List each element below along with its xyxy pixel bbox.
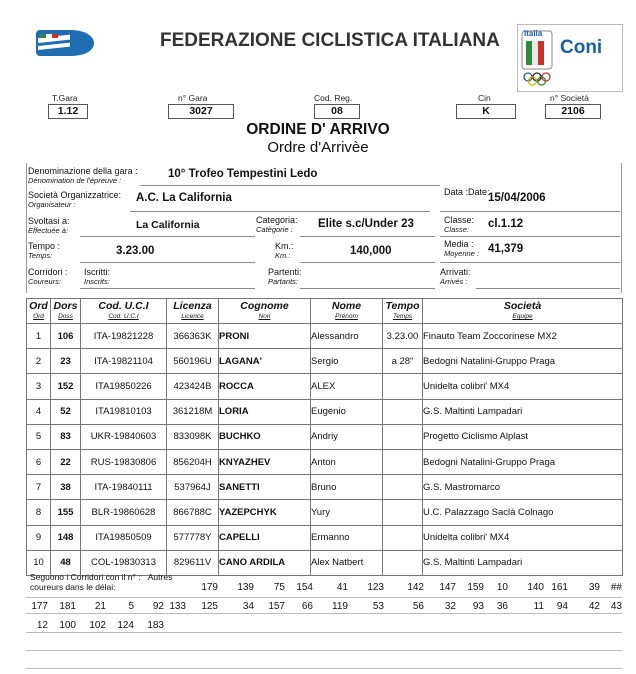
place-label: Svoltasi a: Effectuée à: — [28, 216, 70, 235]
footer-number: 124 — [117, 620, 134, 631]
cell-nome: Anton — [311, 449, 383, 474]
cell-dors: 148 — [51, 525, 81, 550]
col-dors: Dors Doss — [51, 299, 81, 324]
footer-number: 21 — [94, 601, 106, 612]
cell-dors: 48 — [51, 550, 81, 575]
footer-number: 125 — [201, 601, 218, 612]
footer-number: 183 — [147, 620, 164, 631]
results-table — [26, 298, 623, 576]
cell-cognome: KNYAZHEV — [219, 449, 311, 474]
footer-number: 94 — [556, 601, 568, 612]
cell-tempo — [383, 449, 423, 474]
cell-ord: 7 — [27, 475, 51, 500]
cell-societa: Unidelta colibri' MX4 — [423, 525, 623, 550]
footer-number: 43 — [610, 601, 622, 612]
tempo-value: 3.23.00 — [116, 245, 155, 257]
footer-number: 100 — [59, 620, 76, 631]
footer-number: 93 — [472, 601, 484, 612]
cell-ord: 10 — [27, 550, 51, 575]
cat-label: Categoria: Catègorie : — [256, 215, 298, 234]
cell-societa: Finauto Team Zoccorinese MX2 — [423, 324, 623, 349]
table-row — [27, 525, 623, 550]
cell-dors: 38 — [51, 475, 81, 500]
table-row — [27, 449, 623, 474]
coni-italia-text: Italia — [524, 29, 543, 38]
cell-licenza: 537964J — [167, 475, 219, 500]
cell-societa: Unidelta colibri' MX4 — [423, 374, 623, 399]
cell-licenza: 366363K — [167, 324, 219, 349]
fci-logo-icon — [36, 28, 94, 58]
cell-ord: 9 — [27, 525, 51, 550]
media-value: 41,379 — [488, 243, 524, 255]
tgara-label: T.Gara — [52, 93, 78, 103]
footer-number: 140 — [527, 582, 544, 593]
col-societa: Società Equipe — [423, 299, 623, 324]
cell-tempo — [383, 475, 423, 500]
footer-number: 139 — [237, 582, 254, 593]
cell-societa: Progetto Ciclismo Alplast — [423, 424, 623, 449]
cell-tempo: a 28" — [383, 349, 423, 374]
iscr-label: Iscritti: Inscrits: — [84, 267, 110, 286]
cell-licenza: 361218M — [167, 399, 219, 424]
cell-nome: Bruno — [311, 475, 383, 500]
footer-number: ## — [610, 582, 622, 593]
cell-cognome: CANO ARDILA — [219, 550, 311, 575]
cell-dors: 22 — [51, 449, 81, 474]
part-label: Partenti: Partants: — [268, 267, 302, 286]
media-label: Media : Moyenne : — [444, 239, 480, 258]
coni-logo — [517, 24, 623, 92]
cell-uci: ITA19810103 — [81, 399, 167, 424]
cell-ord: 8 — [27, 500, 51, 525]
cell-tempo — [383, 525, 423, 550]
cell-uci: ITA19850226 — [81, 374, 167, 399]
footer-number: 11 — [533, 601, 544, 612]
org-label: Società Organizzatrice: Organisateur : — [28, 190, 122, 209]
footer-number: 36 — [496, 601, 508, 612]
footer-number: 12 — [36, 620, 48, 631]
cell-cognome: LAGANA' — [219, 349, 311, 374]
cell-nome: ALEX — [311, 374, 383, 399]
cell-ord: 3 — [27, 374, 51, 399]
federation-title: FEDERAZIONE CICLISTICA ITALIANA — [160, 30, 500, 51]
coni-text: Coni — [560, 37, 603, 58]
footer-number: 159 — [467, 582, 484, 593]
footer-number: 157 — [268, 601, 285, 612]
data-value: 15/04/2006 — [488, 192, 546, 204]
footer-number: 53 — [372, 601, 384, 612]
cell-dors: 52 — [51, 399, 81, 424]
cell-licenza: 577778Y — [167, 525, 219, 550]
cell-societa: G.S. Mastromarco — [423, 475, 623, 500]
cell-tempo — [383, 424, 423, 449]
footer-number: 39 — [588, 582, 600, 593]
cell-licenza: 833098K — [167, 424, 219, 449]
table-row — [27, 424, 623, 449]
cell-tempo — [383, 374, 423, 399]
footer-number: 75 — [273, 582, 285, 593]
cell-tempo — [383, 399, 423, 424]
cell-uci: UKR-19840603 — [81, 424, 167, 449]
nsocieta-value: 2106 — [545, 104, 601, 119]
cell-uci: ITA-19821104 — [81, 349, 167, 374]
footer-number: 66 — [301, 601, 313, 612]
footer-number: 123 — [367, 582, 384, 593]
col-licenza: Licenza Licence — [167, 299, 219, 324]
cell-ord: 4 — [27, 399, 51, 424]
km-value: 140,000 — [350, 245, 392, 257]
tgara-value: 1.12 — [48, 104, 88, 119]
cell-cognome: LORIA — [219, 399, 311, 424]
org-value: A.C. La California — [136, 192, 232, 204]
table-row — [27, 399, 623, 424]
footer-number: 42 — [588, 601, 600, 612]
cell-ord: 1 — [27, 324, 51, 349]
cell-cognome: YAZEPCHYK — [219, 500, 311, 525]
class-label: Classe: Classe: — [444, 215, 475, 234]
footer-number: 147 — [439, 582, 456, 593]
cell-nome: Andriy — [311, 424, 383, 449]
col-tempo: Tempo Temps — [383, 299, 423, 324]
nsocieta-label: n° Società — [550, 93, 589, 103]
cell-cognome: BUCHKO — [219, 424, 311, 449]
page-subtitle: Ordre d'Arrivèe — [267, 139, 369, 156]
footer-number: 177 — [31, 601, 48, 612]
footer-number: 154 — [296, 582, 313, 593]
cell-tempo: 3.23.00 — [383, 324, 423, 349]
table-row — [27, 500, 623, 525]
cell-licenza: 866788C — [167, 500, 219, 525]
footer-number: 34 — [242, 601, 254, 612]
page-title: ORDINE D' ARRIVO — [246, 121, 390, 138]
cell-licenza: 423424B — [167, 374, 219, 399]
col-nome: Nome Prénom — [311, 299, 383, 324]
col-ord: Ord Ord — [27, 299, 51, 324]
cin-value: K — [456, 104, 516, 119]
cell-cognome: ROCCA — [219, 374, 311, 399]
cell-societa: U.C. Palazzago Saclà Colnago — [423, 500, 623, 525]
denom-label: Denominazione della gara : Dénomination de l'épreuve : — [28, 166, 138, 185]
footer-number: 119 — [332, 601, 348, 612]
cell-societa: G.S. Maltinti Lampadari — [423, 550, 623, 575]
cell-dors: 23 — [51, 349, 81, 374]
cell-ord: 2 — [27, 349, 51, 374]
table-header-row — [27, 299, 623, 324]
cell-nome: Alex Natbert — [311, 550, 383, 575]
footer-number: 142 — [407, 582, 424, 593]
footer-number: 179 — [201, 582, 218, 593]
class-value: cl.1.12 — [488, 218, 524, 230]
footer-number: 56 — [412, 601, 424, 612]
table-row — [27, 475, 623, 500]
table-row — [27, 324, 623, 349]
tempo-label: Tempo : Temps: — [28, 241, 61, 260]
arr-label: Arrivati: Arrivés : — [440, 267, 471, 286]
cell-ord: 5 — [27, 424, 51, 449]
cell-societa: Bedogni Natalini-Gruppo Praga — [423, 449, 623, 474]
codreg-label: Cod. Reg. — [314, 93, 353, 103]
cell-uci: ITA-19840111 — [81, 475, 167, 500]
codreg-value: 08 — [314, 104, 360, 119]
cell-nome: Alessandro — [311, 324, 383, 349]
table-row — [27, 349, 623, 374]
cell-nome: Yury — [311, 500, 383, 525]
footer-number: 41 — [336, 582, 348, 593]
cell-licenza: 560196U — [167, 349, 219, 374]
footer-number: 133 — [169, 601, 186, 612]
ngara-label: n° Gara — [178, 93, 208, 103]
cell-cognome: SANETTI — [219, 475, 311, 500]
cell-uci: ITA-19821228 — [81, 324, 167, 349]
cell-cognome: PRONI — [219, 324, 311, 349]
cell-uci: RUS-19830806 — [81, 449, 167, 474]
cell-nome: Ermanno — [311, 525, 383, 550]
ngara-value: 3027 — [168, 104, 234, 119]
col-uci: Cod. U.C.I Cod. U.C.I — [81, 299, 167, 324]
cell-cognome: CAPELLI — [219, 525, 311, 550]
table-row — [27, 374, 623, 399]
data-label: Data :Date: — [444, 187, 490, 197]
footer-number: 161 — [551, 582, 568, 593]
cell-societa: Bedogni Natalini-Gruppo Praga — [423, 349, 623, 374]
footer-number: 32 — [444, 601, 456, 612]
cell-uci: ITA19850509 — [81, 525, 167, 550]
cell-uci: COL-19830313 — [81, 550, 167, 575]
cat-value: Elite s.c/Under 23 — [318, 218, 414, 230]
footer-number: 102 — [89, 620, 106, 631]
cell-dors: 155 — [51, 500, 81, 525]
cell-dors: 83 — [51, 424, 81, 449]
footer-number: 10 — [496, 582, 508, 593]
cell-societa: G.S. Maltinti Lampadari — [423, 399, 623, 424]
cell-nome: Sergio — [311, 349, 383, 374]
cell-dors: 152 — [51, 374, 81, 399]
col-cognome: Cognome Non — [219, 299, 311, 324]
corr-label: Corridori : Coureurs: — [28, 267, 68, 286]
cell-nome: Eugenio — [311, 399, 383, 424]
footer-caption: Seguono i Corridori con il n° : Autres coureurs dans le délai: — [30, 572, 173, 592]
cell-dors: 106 — [51, 324, 81, 349]
footer-number: 92 — [152, 601, 164, 612]
cell-tempo — [383, 500, 423, 525]
denom-value: 10° Trofeo Tempestini Ledo — [168, 168, 318, 180]
footer-number: 5 — [128, 601, 134, 612]
cin-label: Cin — [478, 93, 491, 103]
cell-licenza: 856204H — [167, 449, 219, 474]
footer-number: 181 — [59, 601, 76, 612]
place-value: La California — [136, 219, 200, 231]
cell-tempo — [383, 550, 423, 575]
cell-uci: BLR-19860628 — [81, 500, 167, 525]
km-label: Km.: Km.: — [275, 241, 294, 260]
cell-licenza: 829611V — [167, 550, 219, 575]
cell-ord: 6 — [27, 449, 51, 474]
